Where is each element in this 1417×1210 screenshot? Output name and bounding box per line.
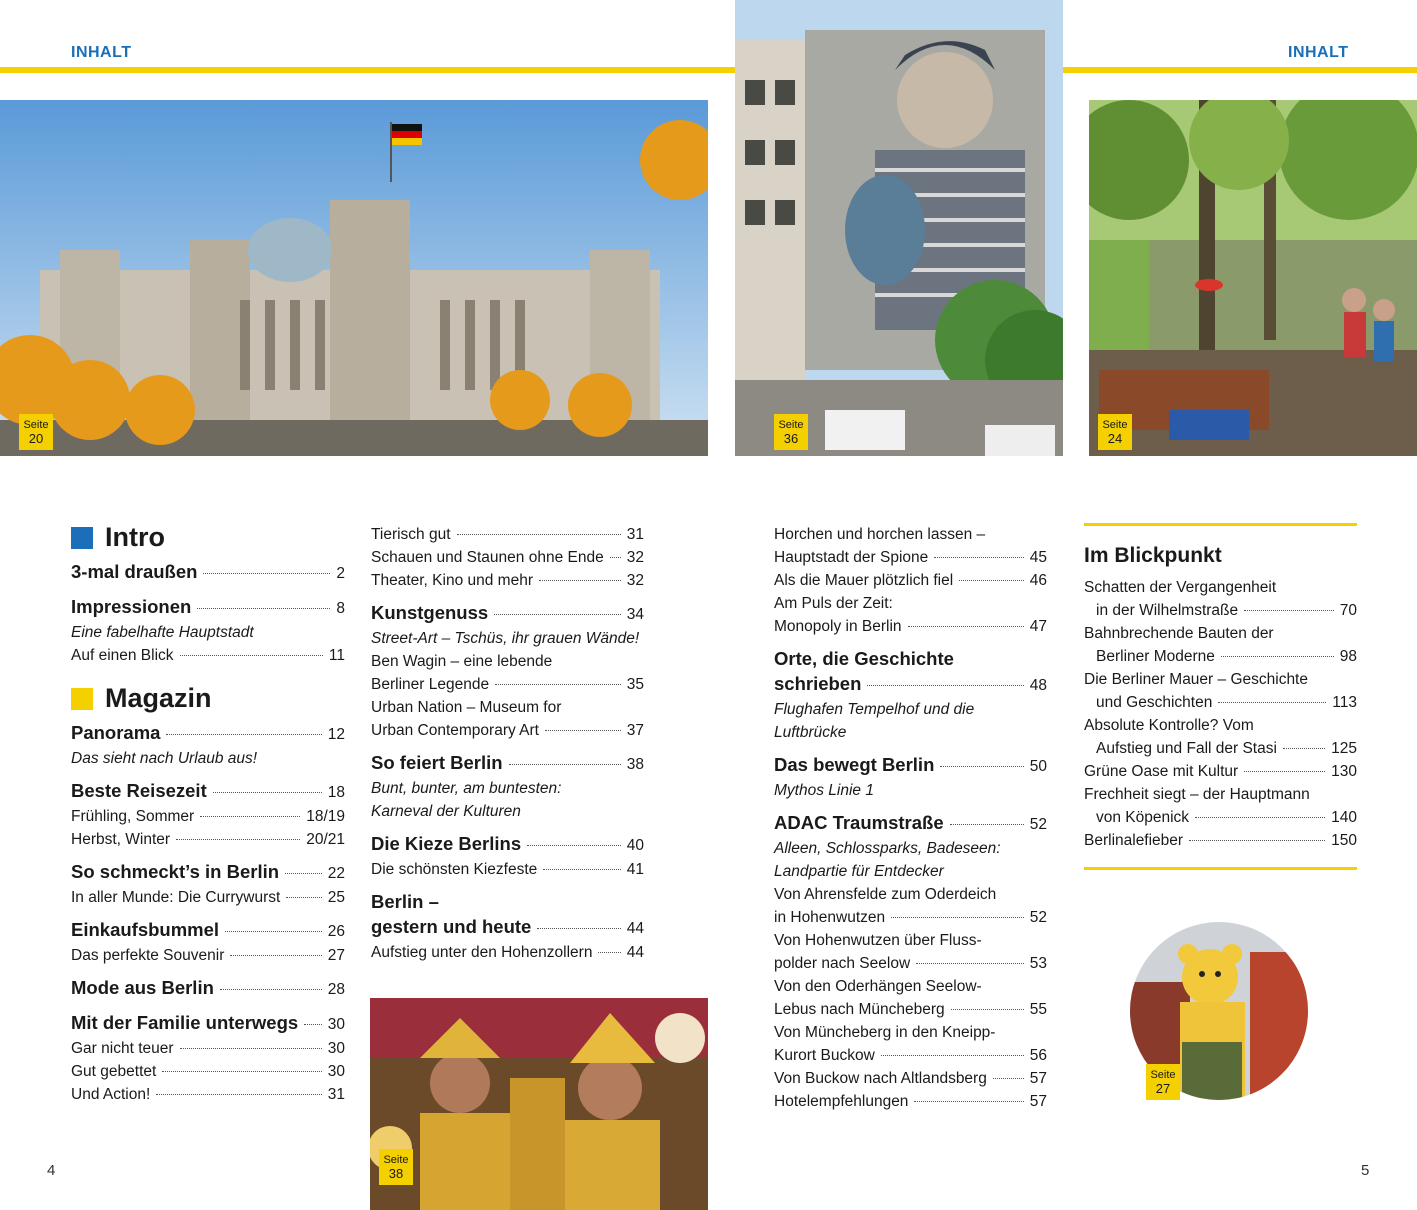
toc-column-1 bbox=[71, 522, 345, 1106]
toc-page-number: 20/21 bbox=[306, 831, 345, 848]
toc-entry-monopoly-in-berlin[interactable] bbox=[774, 615, 1047, 638]
toc-page-number: 113 bbox=[1332, 694, 1357, 711]
toc-entry-title: Aufstieg unter den Hohenzollern bbox=[371, 944, 593, 961]
toc-page-number: 50 bbox=[1029, 758, 1047, 775]
toc-entry-aufstieg-unter-den-hohenzollern[interactable] bbox=[371, 941, 644, 964]
dot-leader bbox=[197, 608, 330, 609]
dot-leader bbox=[1283, 748, 1325, 749]
toc-entry-so-feiert-berlin[interactable] bbox=[371, 750, 644, 777]
toc-entry-kurort-buckow[interactable] bbox=[774, 1044, 1047, 1067]
dot-leader bbox=[225, 931, 322, 932]
toc-entry-title: So schmeckt’s in Berlin bbox=[71, 861, 280, 882]
toc-entry-in-hohenwutzen[interactable] bbox=[774, 906, 1047, 929]
dot-leader bbox=[1244, 610, 1334, 611]
toc-entry-title: Hotelempfehlungen bbox=[774, 1093, 909, 1110]
toc-entry-title: schrieben bbox=[774, 673, 862, 694]
dot-leader bbox=[494, 614, 621, 615]
toc-entry-theater-kino-und-mehr[interactable] bbox=[371, 569, 644, 592]
toc-entry-berliner-moderne[interactable] bbox=[1084, 645, 1357, 668]
toc-entry-title: Berliner Legende bbox=[371, 676, 490, 693]
toc-page-number: 45 bbox=[1029, 549, 1047, 566]
dot-leader bbox=[166, 734, 321, 735]
toc-entry-schrieben[interactable] bbox=[774, 671, 1047, 698]
blickpunkt-top-rule bbox=[1084, 523, 1357, 526]
toc-page-number: 8 bbox=[336, 600, 345, 617]
magazin-heading bbox=[71, 683, 345, 714]
dot-leader bbox=[457, 534, 621, 535]
toc-entry-title: Die schönsten Kiezfeste bbox=[371, 861, 538, 878]
dot-leader bbox=[916, 963, 1024, 964]
toc-page-number: 27 bbox=[327, 947, 345, 964]
toc-entry-line[interactable]: Die Berliner Mauer – Geschichte bbox=[1084, 671, 1308, 688]
toc-entry-title: Kunstgenuss bbox=[371, 602, 489, 623]
intro-square-icon bbox=[71, 527, 93, 549]
reichstag-photo bbox=[0, 100, 708, 456]
toc-page-number: 48 bbox=[1029, 677, 1047, 694]
toc-entry-line[interactable]: Von Müncheberg in den Kneipp- bbox=[774, 1024, 996, 1041]
toc-entry-in-aller-munde-die-currywurst[interactable] bbox=[71, 886, 345, 909]
badge-page-number: 36 bbox=[783, 431, 799, 446]
dot-leader bbox=[176, 839, 300, 840]
toc-page-number: 150 bbox=[1331, 832, 1357, 849]
toc-page-number: 32 bbox=[626, 549, 644, 566]
dot-leader bbox=[598, 952, 620, 953]
toc-entry-impressionen[interactable] bbox=[71, 594, 345, 621]
toc-page-number: 2 bbox=[336, 565, 345, 582]
dot-leader bbox=[1195, 817, 1325, 818]
toc-entry-title: Und Action! bbox=[71, 1086, 151, 1103]
dot-leader bbox=[213, 792, 322, 793]
toc-page-number: 30 bbox=[327, 1016, 345, 1033]
riverside-park-photo bbox=[1089, 100, 1417, 456]
toc-entry-das-bewegt-berlin[interactable] bbox=[774, 752, 1047, 779]
toc-page-number: 53 bbox=[1029, 955, 1047, 972]
dot-leader bbox=[1244, 771, 1325, 772]
toc-entry-tierisch-gut[interactable] bbox=[371, 523, 644, 546]
dot-leader bbox=[1221, 656, 1334, 657]
magazin-list bbox=[71, 720, 345, 1106]
toc-entry-title: Impressionen bbox=[71, 596, 192, 617]
toc-entry-title: Grüne Oase mit Kultur bbox=[1084, 763, 1239, 780]
dot-leader bbox=[543, 869, 620, 870]
toc-subtitle: Karneval der Kulturen bbox=[371, 803, 521, 820]
toc-entry-in-der-wilhelmstraße[interactable] bbox=[1084, 599, 1357, 622]
toc-entry-title: Tierisch gut bbox=[371, 526, 451, 543]
badge-label: Seite bbox=[778, 419, 804, 431]
toc-page-number: 52 bbox=[1029, 816, 1047, 833]
toc-page-number: 25 bbox=[327, 889, 345, 906]
toc-entry-line[interactable]: Bahnbrechende Bauten der bbox=[1084, 625, 1274, 642]
toc-entry-gut-gebettet[interactable] bbox=[71, 1060, 345, 1083]
toc-entry-title: Lebus nach Müncheberg bbox=[774, 1001, 945, 1018]
dot-leader bbox=[993, 1078, 1024, 1079]
toc-entry-title: Kurort Buckow bbox=[774, 1047, 875, 1064]
dot-leader bbox=[940, 766, 1023, 767]
page-number-left: 4 bbox=[47, 1162, 56, 1179]
toc-entry-title: Herbst, Winter bbox=[71, 831, 171, 848]
toc-page-number: 44 bbox=[626, 944, 644, 961]
intro-list bbox=[71, 559, 345, 667]
toc-entry-mode-aus-berlin[interactable] bbox=[71, 975, 345, 1002]
toc-page-number: 98 bbox=[1339, 648, 1357, 665]
badge-page-number: 38 bbox=[388, 1166, 404, 1181]
dot-leader bbox=[180, 1048, 322, 1049]
toc-entry-title: So feiert Berlin bbox=[371, 752, 503, 773]
toc-entry-aufstieg-und-fall-der-stasi[interactable] bbox=[1084, 737, 1357, 760]
toc-entry-line[interactable]: Ben Wagin – eine lebende bbox=[371, 653, 553, 670]
toc-subtitle: Eine fabelhafte Hauptstadt bbox=[71, 624, 254, 641]
badge-page-number: 24 bbox=[1107, 431, 1123, 446]
toc-subtitle: Flughafen Tempelhof und die bbox=[774, 701, 975, 718]
toc-page-number: 31 bbox=[327, 1086, 345, 1103]
toc-entry-title: Einkaufsbummel bbox=[71, 919, 220, 940]
badge-page-number: 20 bbox=[28, 431, 44, 446]
toc-entry-kunstgenuss[interactable] bbox=[371, 600, 644, 627]
dot-leader bbox=[509, 764, 621, 765]
dot-leader bbox=[891, 917, 1024, 918]
toc-entry-title: Das bewegt Berlin bbox=[774, 754, 935, 775]
toc-entry-title: Berlinalefieber bbox=[1084, 832, 1184, 849]
dot-leader bbox=[914, 1101, 1023, 1102]
toc-entry-line[interactable]: Frechheit siegt – der Hauptmann bbox=[1084, 786, 1310, 803]
dot-leader bbox=[156, 1094, 321, 1095]
toc-entry-line[interactable]: Schatten der Vergangenheit bbox=[1084, 579, 1277, 596]
toc-entry-line[interactable]: Horchen und horchen lassen – bbox=[774, 526, 986, 543]
intro-heading-text: Intro bbox=[105, 522, 165, 552]
toc-entry-hotelempfehlungen[interactable] bbox=[774, 1090, 1047, 1113]
dot-leader bbox=[1189, 840, 1325, 841]
dot-leader bbox=[908, 626, 1024, 627]
toc-entry-einkaufsbummel[interactable] bbox=[71, 917, 345, 944]
dot-leader bbox=[951, 1009, 1024, 1010]
header-rule-right bbox=[1063, 67, 1417, 73]
blickpunkt-bottom-rule bbox=[1084, 867, 1357, 870]
toc-entry-und-action[interactable] bbox=[71, 1083, 345, 1106]
toc-subtitle: Das sieht nach Urlaub aus! bbox=[71, 750, 258, 767]
toc-entry-von-köpenick[interactable] bbox=[1084, 806, 1357, 829]
toc-entry-lebus-nach-müncheberg[interactable] bbox=[774, 998, 1047, 1021]
toc-entry-die-kieze-berlins[interactable] bbox=[371, 831, 644, 858]
toc-entry-berlinalefieber[interactable] bbox=[1084, 829, 1357, 852]
toc-entry-title: Das perfekte Souvenir bbox=[71, 947, 225, 964]
toc-subtitle: Luftbrücke bbox=[774, 724, 847, 741]
toc-page-number: 130 bbox=[1331, 763, 1357, 780]
toc-entry-title: gestern und heute bbox=[371, 916, 532, 937]
toc-entry-panorama[interactable] bbox=[71, 720, 345, 747]
toc-entry-title: Gut gebettet bbox=[71, 1063, 157, 1080]
toc-page-number: 55 bbox=[1029, 1001, 1047, 1018]
dot-leader bbox=[285, 873, 322, 874]
toc-entry-polder-nach-seelow[interactable] bbox=[774, 952, 1047, 975]
dot-leader bbox=[180, 655, 323, 656]
toc-page-number: 140 bbox=[1331, 809, 1357, 826]
toc-heading-line[interactable]: Berlin – bbox=[371, 891, 439, 912]
badge-label: Seite bbox=[1102, 419, 1128, 431]
toc-entry-als-die-mauer-plötzlich-fiel[interactable] bbox=[774, 569, 1047, 592]
toc-entry-title: Hauptstadt der Spione bbox=[774, 549, 929, 566]
toc-entry-title: Auf einen Blick bbox=[71, 647, 174, 664]
page-badge-20 bbox=[19, 414, 53, 450]
toc-page-number: 125 bbox=[1331, 740, 1357, 757]
toc-page-number: 38 bbox=[626, 756, 644, 773]
badge-label: Seite bbox=[383, 1154, 409, 1166]
toc-entry-title: und Geschichten bbox=[1096, 694, 1213, 711]
toc-entry-title: Frühling, Sommer bbox=[71, 808, 195, 825]
dot-leader bbox=[545, 730, 621, 731]
page-badge-24 bbox=[1098, 414, 1132, 450]
page-badge-27 bbox=[1146, 1064, 1180, 1100]
toc-entry-auf-einen-blick[interactable] bbox=[71, 644, 345, 667]
dot-leader bbox=[162, 1071, 321, 1072]
toc-page-number: 11 bbox=[328, 647, 345, 664]
toc-subtitle: Landpartie für Entdecker bbox=[774, 863, 944, 880]
toc-entry-title: Theater, Kino und mehr bbox=[371, 572, 533, 589]
dot-leader bbox=[304, 1024, 322, 1025]
page-badge-36 bbox=[774, 414, 808, 450]
toc-page-number: 57 bbox=[1029, 1093, 1047, 1110]
toc-entry-title: Die Kieze Berlins bbox=[371, 833, 522, 854]
toc-entry-title: Monopoly in Berlin bbox=[774, 618, 902, 635]
header-label-left: INHALT bbox=[71, 44, 132, 61]
toc-subtitle: Alleen, Schlossparks, Badeseen: bbox=[774, 840, 1001, 857]
toc-entry-line[interactable]: Absolute Kontrolle? Vom bbox=[1084, 717, 1254, 734]
blickpunkt-box bbox=[1084, 540, 1357, 852]
toc-page-number: 37 bbox=[626, 722, 644, 739]
toc-entry-beste-reisezeit[interactable] bbox=[71, 778, 345, 805]
toc-entry-title: Schauen und Staunen ohne Ende bbox=[371, 549, 604, 566]
toc-entry-title: In aller Munde: Die Currywurst bbox=[71, 889, 281, 906]
toc-page-number: 70 bbox=[1339, 602, 1357, 619]
toc-entry-urban-contemporary-art[interactable] bbox=[371, 719, 644, 742]
magazin-heading-text: Magazin bbox=[105, 683, 212, 713]
dot-leader bbox=[230, 955, 321, 956]
toc-entry-line[interactable]: Von Hohenwutzen über Fluss- bbox=[774, 932, 982, 949]
dot-leader bbox=[537, 928, 620, 929]
toc-entry-title: Beste Reisezeit bbox=[71, 780, 207, 801]
page-number-right: 5 bbox=[1361, 1162, 1370, 1179]
toc-page-number: 57 bbox=[1029, 1070, 1047, 1087]
toc-subtitle: Street-Art – Tschüs, ihr grauen Wände! bbox=[371, 630, 640, 647]
toc-entry-line[interactable]: Am Puls der Zeit: bbox=[774, 595, 893, 612]
dot-leader bbox=[1218, 702, 1326, 703]
toc-entry-gar-nicht-teuer[interactable] bbox=[71, 1037, 345, 1060]
toc-entry-line[interactable]: Von den Oderhängen Seelow- bbox=[774, 978, 982, 995]
toc-entry-frühling-sommer[interactable] bbox=[71, 805, 345, 828]
toc-entry-so-schmeckt-s-in-berlin[interactable] bbox=[71, 859, 345, 886]
toc-page-number: 18 bbox=[327, 784, 345, 801]
dot-leader bbox=[200, 816, 300, 817]
toc-entry-adac-traumstraße[interactable] bbox=[774, 810, 1047, 837]
toc-page-number: 40 bbox=[626, 837, 644, 854]
dot-leader bbox=[934, 557, 1024, 558]
dot-leader bbox=[527, 845, 621, 846]
toc-entry-die-schönsten-kiezfeste[interactable] bbox=[371, 858, 644, 881]
toc-page-number: 34 bbox=[626, 606, 644, 623]
blickpunkt-heading: Im Blickpunkt bbox=[1084, 544, 1222, 567]
header-rule-left bbox=[0, 67, 735, 73]
toc-entry-title: Als die Mauer plötzlich fiel bbox=[774, 572, 954, 589]
toc-page-number: 26 bbox=[327, 923, 345, 940]
dot-leader bbox=[610, 557, 621, 558]
intro-heading bbox=[71, 522, 345, 553]
toc-entry-title: ADAC Traumstraße bbox=[774, 812, 944, 833]
toc-entry-title: in der Wilhelmstraße bbox=[1096, 602, 1239, 619]
toc-entry-title: Mode aus Berlin bbox=[71, 977, 214, 998]
toc-entry-title: in Hohenwutzen bbox=[774, 909, 886, 926]
toc-entry-title: Berliner Moderne bbox=[1096, 648, 1215, 665]
toc-page-number: 31 bbox=[626, 526, 644, 543]
toc-entry-title: Aufstieg und Fall der Stasi bbox=[1096, 740, 1277, 757]
toc-page-number: 12 bbox=[327, 726, 345, 743]
toc-column-2 bbox=[371, 523, 644, 964]
toc-entry-hauptstadt-der-spione[interactable] bbox=[774, 546, 1047, 569]
toc-entry-line[interactable]: Urban Nation – Museum for bbox=[371, 699, 562, 716]
badge-page-number: 27 bbox=[1155, 1081, 1171, 1096]
toc-entry-title: polder nach Seelow bbox=[774, 955, 911, 972]
badge-label: Seite bbox=[23, 419, 49, 431]
toc-page-number: 18/19 bbox=[306, 808, 345, 825]
toc-page-number: 28 bbox=[327, 981, 345, 998]
street-art-photo bbox=[735, 0, 1063, 456]
toc-entry-line[interactable]: Von Ahrensfelde zum Oderdeich bbox=[774, 886, 997, 903]
dot-leader bbox=[495, 684, 621, 685]
dot-leader bbox=[959, 580, 1024, 581]
toc-entry-title: Mit der Familie unterwegs bbox=[71, 1012, 299, 1033]
toc-entry-gestern-und-heute[interactable] bbox=[371, 914, 644, 941]
blickpunkt-list bbox=[1084, 576, 1357, 852]
dot-leader bbox=[539, 580, 621, 581]
toc-page-number: 41 bbox=[626, 861, 644, 878]
toc-entry-3-mal-draußen[interactable] bbox=[71, 559, 345, 586]
dot-leader bbox=[867, 685, 1023, 686]
header-label-right: INHALT bbox=[1288, 44, 1349, 61]
toc-entry-von-buckow-nach-altlandsberg[interactable] bbox=[774, 1067, 1047, 1090]
toc-entry-title: Von Buckow nach Altlandsberg bbox=[774, 1070, 987, 1087]
dot-leader bbox=[950, 824, 1024, 825]
toc-entry-schauen-und-staunen-ohne-ende[interactable] bbox=[371, 546, 644, 569]
toc-page-number: 44 bbox=[626, 920, 644, 937]
dot-leader bbox=[881, 1055, 1024, 1056]
badge-label: Seite bbox=[1150, 1069, 1176, 1081]
toc-entry-das-perfekte-souvenir[interactable] bbox=[71, 944, 345, 967]
toc-entry-title: Urban Contemporary Art bbox=[371, 722, 539, 739]
toc-entry-title: Gar nicht teuer bbox=[71, 1040, 174, 1057]
toc-page-number: 30 bbox=[327, 1063, 345, 1080]
toc-page-number: 32 bbox=[626, 572, 644, 589]
toc-entry-grüne-oase-mit-kultur[interactable] bbox=[1084, 760, 1357, 783]
dot-leader bbox=[203, 573, 330, 574]
dot-leader bbox=[286, 897, 321, 898]
toc-page-number: 35 bbox=[626, 676, 644, 693]
toc-page-number: 46 bbox=[1029, 572, 1047, 589]
carnival-dancers-photo bbox=[370, 998, 708, 1210]
toc-subtitle: Mythos Linie 1 bbox=[774, 782, 874, 799]
toc-subtitle: Bunt, bunter, am buntesten: bbox=[371, 780, 562, 797]
toc-entry-mit-der-familie-unterwegs[interactable] bbox=[71, 1010, 345, 1037]
toc-page-number: 56 bbox=[1029, 1047, 1047, 1064]
toc-entry-und-geschichten[interactable] bbox=[1084, 691, 1357, 714]
magazin-square-icon bbox=[71, 688, 93, 710]
toc-entry-title: Panorama bbox=[71, 722, 161, 743]
toc-column-3 bbox=[774, 523, 1047, 1113]
toc-page-number: 47 bbox=[1029, 618, 1047, 635]
toc-page-number: 30 bbox=[327, 1040, 345, 1057]
toc-heading-line[interactable]: Orte, die Geschichte bbox=[774, 648, 954, 669]
page-badge-38 bbox=[379, 1149, 413, 1185]
toc-entry-title: 3-mal draußen bbox=[71, 561, 198, 582]
toc-page-number: 22 bbox=[327, 865, 345, 882]
toc-entry-berliner-legende[interactable] bbox=[371, 673, 644, 696]
toc-page-number: 52 bbox=[1029, 909, 1047, 926]
toc-entry-title: von Köpenick bbox=[1096, 809, 1190, 826]
dot-leader bbox=[220, 989, 322, 990]
toc-entry-herbst-winter[interactable] bbox=[71, 828, 345, 851]
